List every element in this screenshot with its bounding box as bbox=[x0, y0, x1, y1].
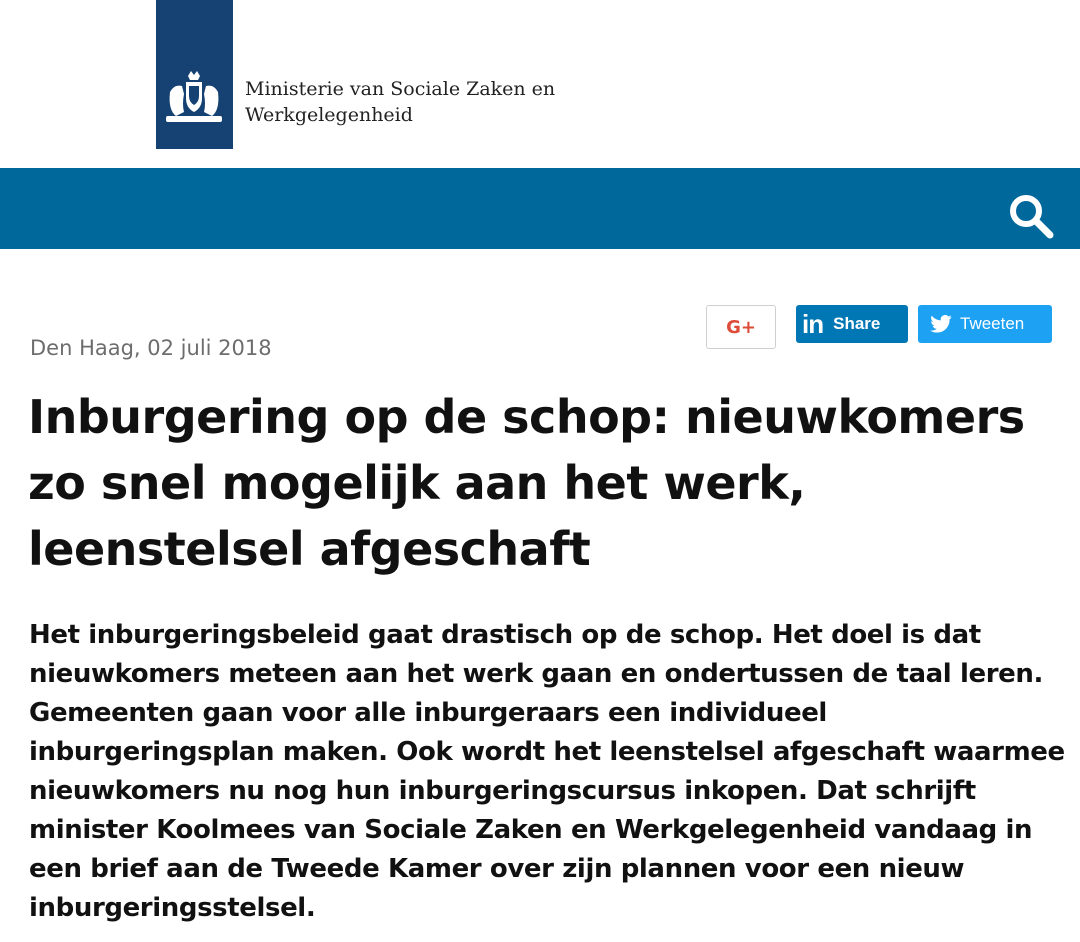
government-logo[interactable] bbox=[156, 0, 233, 149]
linkedin-share-button[interactable] bbox=[796, 305, 908, 343]
article-title-line: zo snel mogelijk aan het werk, bbox=[28, 456, 806, 510]
article-title bbox=[28, 384, 1038, 582]
article-intro-line: inburgeringsstelsel. bbox=[29, 893, 316, 923]
article-intro-line: minister Koolmees van Sociale Zaken en Werkgelegenheid vandaag in bbox=[29, 815, 1033, 845]
twitter-share-label: Tweeten bbox=[960, 314, 1025, 333]
search-button[interactable] bbox=[1006, 192, 1056, 240]
article-intro-line: een brief aan de Tweede Kamer over zijn plannen voor een nieuw bbox=[29, 854, 965, 884]
article-intro-line: nieuwkomers meteen aan het werk gaan en ondertussen de taal leren. bbox=[29, 659, 1043, 689]
linkedin-share-label: Share bbox=[833, 314, 881, 333]
article-intro-line: Gemeenten gaan voor alle inburgeraars een individueel bbox=[29, 698, 827, 728]
article-dateline: Den Haag, 02 juli 2018 bbox=[30, 336, 272, 360]
search-icon bbox=[1006, 192, 1056, 240]
coat-of-arms-icon bbox=[162, 70, 226, 130]
organization-name[interactable] bbox=[245, 76, 565, 128]
article-intro-line: Het inburgeringsbeleid gaat drastisch op de schop. Het doel is dat bbox=[29, 620, 981, 650]
article-intro bbox=[29, 616, 1065, 928]
article-title-line: Inburgering op de schop: nieuwkomers bbox=[28, 390, 1025, 444]
twitter-share-button[interactable] bbox=[918, 305, 1052, 343]
linkedin-icon: in bbox=[802, 308, 824, 339]
article-intro-line: inburgeringsplan maken. Ook wordt het leenstelsel afgeschaft waarmee bbox=[29, 737, 1065, 767]
google-plus-share-button[interactable] bbox=[706, 305, 776, 349]
main-navigation-bar bbox=[0, 168, 1080, 249]
article-intro-line: nieuwkomers nu nog hun inburgeringscursus inkopen. Dat schrijft bbox=[29, 776, 976, 806]
site-header bbox=[0, 0, 1080, 168]
google-plus-icon: G+ bbox=[726, 316, 756, 338]
organization-name-line: Werkgelegenheid bbox=[245, 104, 413, 126]
article-title-line: leenstelsel afgeschaft bbox=[28, 522, 591, 576]
twitter-bird-icon bbox=[930, 315, 952, 333]
organization-name-line: Ministerie van Sociale Zaken en bbox=[245, 78, 556, 100]
